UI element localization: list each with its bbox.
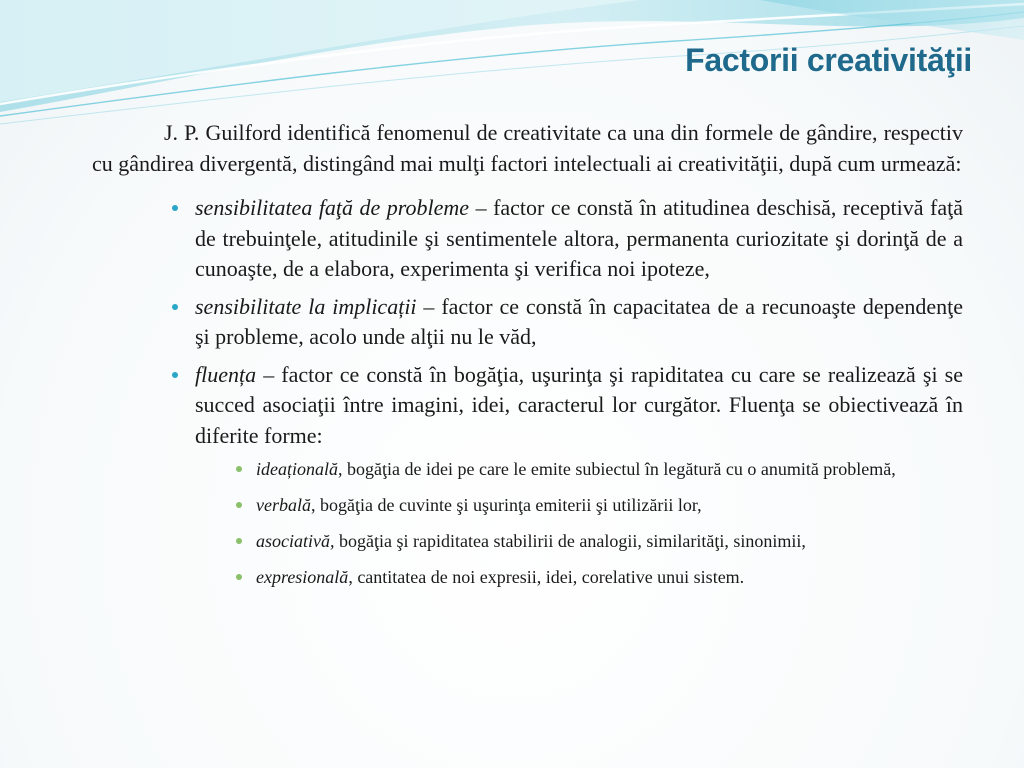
factor-term: sensibilitate la implicații (195, 293, 417, 319)
factor-description: – factor ce constă în bogăţia, uşurinţa şi rapiditatea cu care se realizează şi se succed asociaţii între imagini, idei, caracterul lor curgător. Fluenţa se obiectivează în diferite forme: (195, 361, 963, 448)
intro-paragraph: J. P. Guilford identifică fenomenul de creativitate ca una din formele de gândire, respectiv cu gândirea divergentă, distingând mai mulţi factori intelectuali ai creativităţii, după cum urmează: (92, 120, 963, 176)
bullet-icon (236, 574, 242, 580)
bullet-icon (172, 304, 178, 310)
bullet-icon (172, 372, 178, 378)
form-term: expresională (256, 567, 349, 587)
form-term: asociativă, (256, 531, 335, 551)
form-term: ideațională (256, 459, 338, 479)
form-term: verbală (256, 495, 311, 515)
form-description: , bogăţia de idei pe care le emite subiectul în legătură cu o anumită problemă, (338, 459, 896, 479)
bullet-icon (236, 538, 242, 544)
bullet-icon (236, 502, 242, 508)
bullet-icon (172, 205, 178, 211)
list-item-factor-implications (195, 292, 963, 353)
factor-description: – factor ce constă în atitudinea deschisă, receptivă faţă de trebuinţele, atitudinile şi sentimentele altora, permanenta curiozitate şi dorinţă de a cunoaşte, de a elabora, experimenta şi verifica noi ipoteze, (195, 195, 963, 281)
list-item-form-expressional (256, 565, 963, 589)
list-item-form-associative (256, 529, 963, 553)
slide-title: Factorii creativităţii (685, 42, 972, 78)
bullet-icon (236, 466, 242, 472)
list-item-factor-fluency (195, 360, 963, 590)
form-description: , bogăţia de cuvinte şi uşurinţa emiterii şi utilizării lor, (310, 495, 702, 515)
factor-term: sensibilitatea faţă de probleme (195, 195, 470, 220)
form-description: , cantitatea de noi expresii, idei, corelative unui sistem. (348, 567, 745, 587)
list-item-form-ideational (256, 457, 963, 481)
slide-body (92, 118, 963, 601)
form-description: bogăţia şi rapiditatea stabilirii de analogii, similarităţi, sinonimii, (334, 531, 806, 551)
factors-list (92, 193, 963, 589)
list-item-factor-sensitivity (195, 193, 963, 285)
factor-term: fluența (195, 361, 257, 387)
list-item-form-verbal (256, 493, 963, 517)
factor-description: – factor ce constă în capacitatea de a recunoaşte dependenţe şi probleme, acolo unde alţii nu le văd, (195, 293, 964, 349)
fluency-forms-list (195, 457, 963, 589)
